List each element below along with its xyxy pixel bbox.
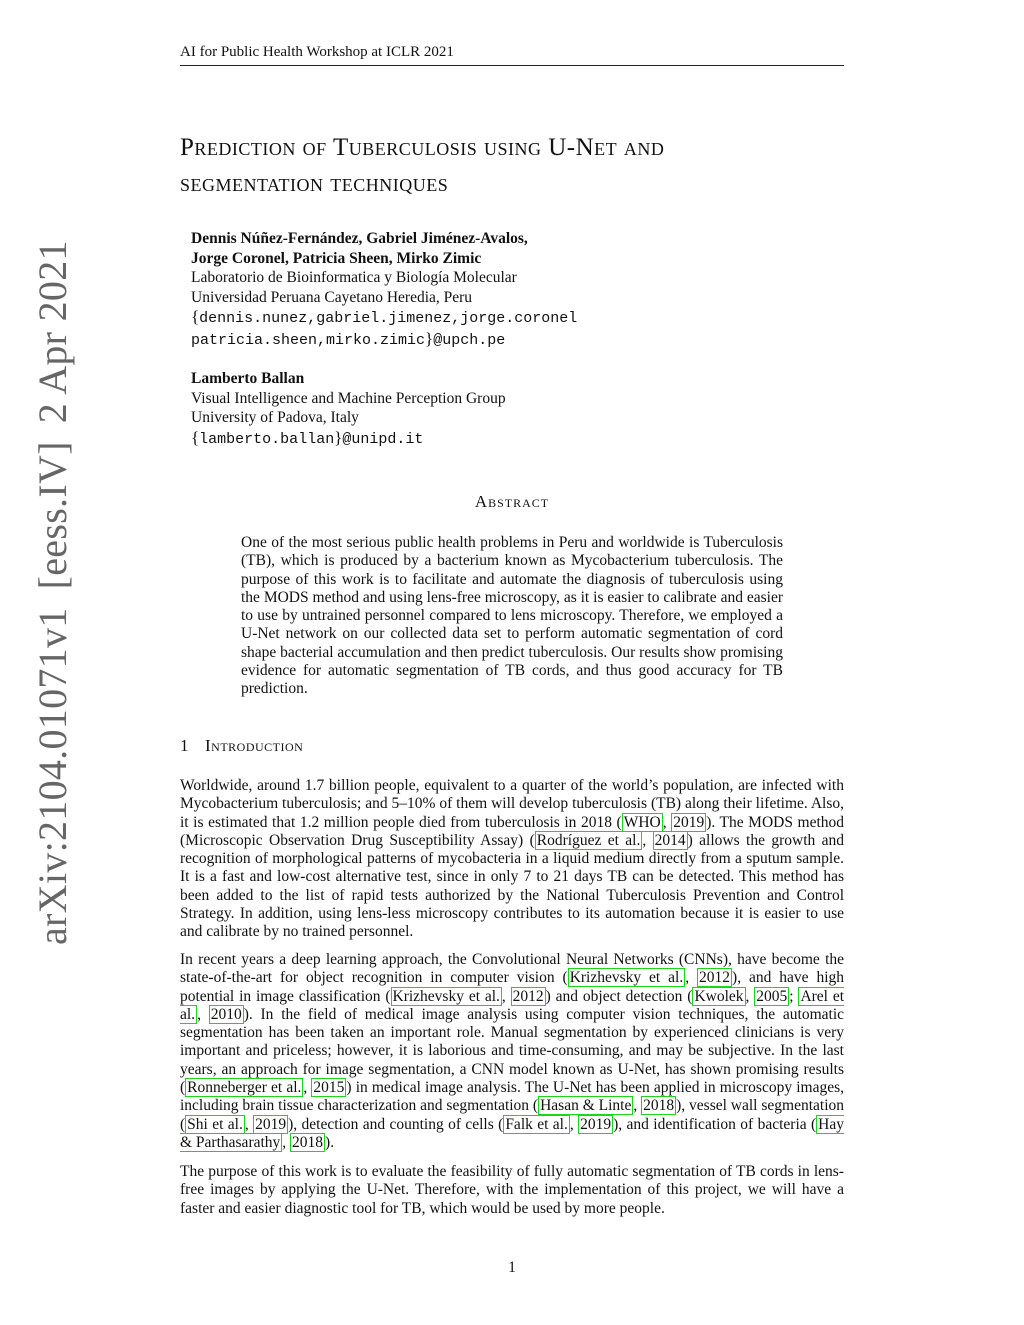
arxiv-id: arXiv:2104.01071v1 bbox=[30, 607, 75, 945]
email-line bbox=[191, 428, 506, 450]
running-header: AI for Public Health Workshop at ICLR 2021 bbox=[180, 44, 454, 60]
citation-link[interactable]: Hay & Parthasarathy bbox=[180, 1115, 844, 1151]
citation-link[interactable]: WHO bbox=[623, 813, 661, 831]
text-run: , bbox=[685, 969, 698, 987]
intro-paragraph-2 bbox=[180, 951, 844, 1152]
email-domain: @upch.pe bbox=[433, 331, 506, 349]
page-number: 1 bbox=[508, 1259, 516, 1276]
brace-open: { bbox=[191, 307, 200, 326]
affiliation-line-2: Universidad Peruana Cayetano Heredia, Peru bbox=[191, 288, 473, 306]
citation-link[interactable]: Krizhevsky et al. bbox=[392, 987, 500, 1005]
author-block-2 bbox=[191, 369, 506, 449]
text-run: ). In the field of medical image analysis using computer vision techniques, the automatic segmentation has been taken an important role. Manual segmentation by experienced clinicians is very important and priceless; however, it is laborious and time-consuming, and may be subjective. In the last years, an approach for image segmentation, a CNN model known as U-Net, has shown promising results ( bbox=[180, 1005, 845, 1097]
text-run: ), detection and counting of cells ( bbox=[288, 1115, 504, 1133]
paper-title bbox=[180, 130, 844, 202]
citation-link[interactable]: 2005 bbox=[756, 987, 788, 1005]
intro-paragraph-1 bbox=[180, 777, 844, 942]
text-run: , bbox=[642, 831, 653, 849]
header-rule bbox=[180, 65, 844, 66]
email-domain: @unipd.it bbox=[342, 430, 424, 448]
citation-link[interactable]: 2019 bbox=[580, 1115, 612, 1133]
citation-link[interactable]: Shi et al. bbox=[187, 1115, 243, 1133]
citation-link[interactable]: 2019 bbox=[673, 813, 705, 831]
citation-link[interactable]: 2010 bbox=[210, 1005, 242, 1023]
section-heading-introduction bbox=[180, 736, 303, 756]
brace-close: } bbox=[334, 427, 343, 447]
citation-link[interactable]: 2015 bbox=[313, 1079, 345, 1097]
citation-link[interactable]: Krizhevsky et al. bbox=[569, 969, 684, 987]
email-list-1: dennis.nunez,gabriel.jimenez,jorge.coronel bbox=[199, 310, 578, 327]
text-run: ) and object detection ( bbox=[545, 987, 693, 1005]
text-run: , bbox=[633, 1097, 642, 1115]
affiliation-line-1: Visual Intelligence and Machine Perception Group bbox=[191, 389, 506, 407]
affiliation-line-2: University of Padova, Italy bbox=[191, 409, 359, 426]
citation-link[interactable]: Falk et al. bbox=[505, 1115, 568, 1133]
citation-link[interactable]: 2019 bbox=[255, 1115, 287, 1133]
author-names-line-1: Dennis Núñez-Fernández, Gabriel Jiménez-Avalos, bbox=[191, 230, 528, 247]
brace-open: { bbox=[191, 427, 200, 447]
brace-close: } bbox=[425, 328, 434, 348]
citation-link[interactable]: Arel et al. bbox=[180, 987, 845, 1023]
intro-paragraph-3: The purpose of this work is to evaluate the feasibility of fully automatic segmentation of TB cords in lens-free images by applying the U-Net. Therefore, with the implementation of this project, we will have a faster and easier diagnostic tool for TB, which would be used by more people. bbox=[180, 1163, 844, 1217]
email-user: lamberto.ballan bbox=[199, 430, 335, 448]
author-name: Lamberto Ballan bbox=[191, 370, 305, 387]
title-line-2: segmentation techniques bbox=[180, 170, 449, 197]
section-number: 1 bbox=[180, 736, 189, 755]
text-run: ), and identification of bacteria ( bbox=[613, 1115, 817, 1133]
citation-link[interactable]: 2012 bbox=[699, 969, 731, 987]
text-run: , bbox=[745, 987, 755, 1005]
arxiv-stamp[interactable] bbox=[29, 240, 76, 945]
text-run: Worldwide, around 1.7 billion people, equivalent to a quarter of the world’s population, are infected with Mycobacterium tuberculosis; and 5–10% of them will develop tuberculosis (TB) along their lifetime. Also, it is estimated that 1.2 million people died from tuberculosis in 2018 ( bbox=[180, 777, 844, 831]
text-run: , bbox=[303, 1079, 312, 1097]
citation-link[interactable]: Rodríguez et al. bbox=[536, 831, 641, 849]
section-title: Introduction bbox=[205, 736, 304, 755]
text-run: , bbox=[501, 987, 511, 1005]
text-run: , bbox=[569, 1115, 579, 1133]
text-run: , bbox=[282, 1133, 291, 1151]
text-run: ) allows the growth and recognition of morphological patterns of mycobacteria in a liquid medium directly from a sputum sample. It is a fast and low-cost alternative test, since in only 7 to 21 days TB can be detected. This method has been added to the list of rapid tests authorized by the National Tuberculosis Prevention and Control Strategy. In addition, using lens-less microscopy contributes to its automation because it is easier to use and calibrate by no trained personnel. bbox=[180, 831, 845, 941]
author-block-1 bbox=[191, 229, 577, 350]
citation-link[interactable]: 2018 bbox=[292, 1133, 324, 1151]
author-names-line-2: Jorge Coronel, Patricia Sheen, Mirko Zimic bbox=[191, 249, 482, 267]
citation-link[interactable]: 2018 bbox=[643, 1097, 675, 1115]
citation-link[interactable]: 2014 bbox=[654, 831, 686, 849]
text-run: , bbox=[244, 1115, 254, 1133]
affiliation-line-1: Laboratorio de Bioinformatica y Biología Molecular bbox=[191, 269, 517, 286]
text-run: ), vessel wall segmentation ( bbox=[180, 1097, 844, 1133]
email-line-2 bbox=[191, 329, 577, 351]
abstract-text: One of the most serious public health problems in Peru and worldwide is Tuberculosis (TB), which is produced by a bacterium known as Mycobacterium tuberculosis. The purpose of this work is to facilitate and automate the diagnosis of tuberculosis using the MODS method and using lens-free microscopy, as it is easier to calibrate and easier to use by untrained personnel compared to lens microscopy. Therefore, we employed a U-Net network on our collected data set to perform automatic segmentation of cord shape bacterial accumulation and then predict tuberculosis. Our results show promising evidence for automatic segmentation of TB cords, and thus good accuracy for TB prediction. bbox=[241, 534, 783, 698]
text-run: ; bbox=[789, 987, 799, 1005]
citation-link[interactable]: Ronneberger et al. bbox=[187, 1079, 302, 1097]
text-run: ), and have high potential in image classification ( bbox=[180, 969, 845, 1005]
title-line-1: Prediction of Tuberculosis using U-Net and bbox=[180, 134, 665, 161]
text-run: In recent years a deep learning approach, the Convolutional Neural Networks (CNNs), have become the state-of-the-art for object recognition in computer vision ( bbox=[180, 951, 844, 987]
citation-link[interactable]: 2012 bbox=[512, 987, 544, 1005]
arxiv-category: [eess.IV] bbox=[30, 441, 75, 590]
email-list-2: patricia.sheen,mirko.zimic bbox=[191, 331, 426, 349]
citation-link[interactable]: Hasan & Linte bbox=[540, 1097, 632, 1115]
text-run: , bbox=[197, 1005, 209, 1023]
text-run: ) in medical image analysis. The U-Net has been applied in microscopy images, including brain tissue characterization and segmentation ( bbox=[180, 1079, 844, 1115]
arxiv-date: 2 Apr 2021 bbox=[30, 240, 75, 424]
email-line-1 bbox=[191, 307, 577, 329]
text-run: , bbox=[662, 813, 672, 831]
text-run: ). bbox=[325, 1133, 335, 1151]
citation-link[interactable]: Kwolek bbox=[694, 987, 744, 1005]
text-run: ). The MODS method (Microscopic Observation Drug Susceptibility Assay) ( bbox=[180, 813, 844, 849]
abstract-heading: Abstract bbox=[474, 492, 550, 511]
